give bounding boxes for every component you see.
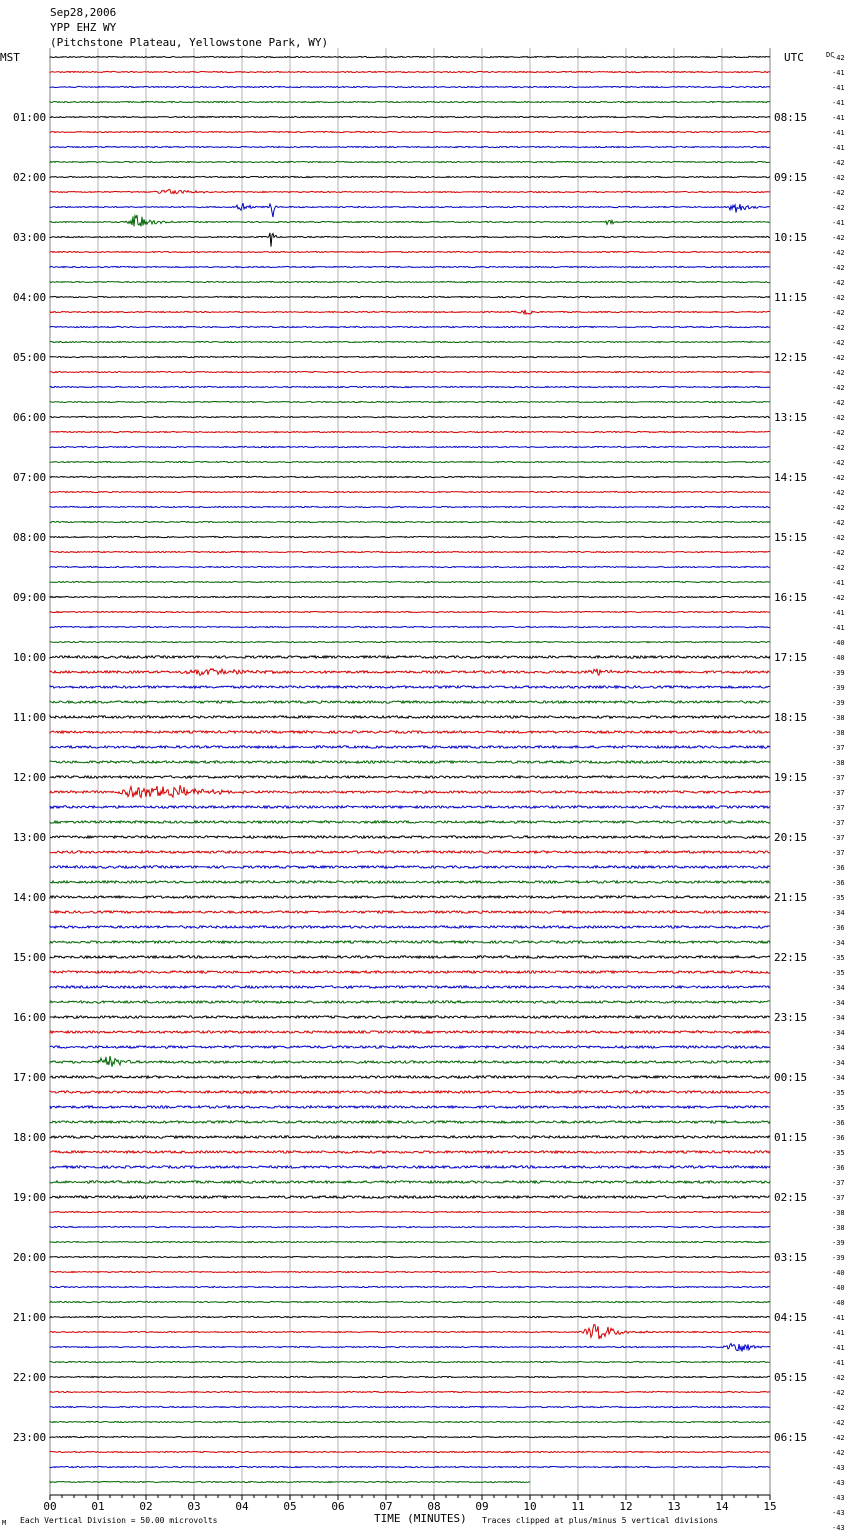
trace-45 bbox=[50, 731, 770, 733]
trace-10 bbox=[50, 203, 770, 217]
dc-offset-value: -38 bbox=[832, 759, 845, 767]
mst-hour-label: 12:00 bbox=[13, 771, 47, 784]
trace-53 bbox=[50, 851, 770, 853]
trace-82 bbox=[50, 1286, 770, 1287]
mst-hour-label: 09:00 bbox=[13, 591, 47, 604]
dc-offset-value: -40 bbox=[832, 1299, 845, 1307]
mst-hour-label: 11:00 bbox=[13, 711, 47, 724]
dc-offset-value: -36 bbox=[832, 864, 845, 872]
trace-9 bbox=[50, 190, 770, 194]
dc-offset-value: -40 bbox=[832, 1269, 845, 1277]
dc-offset-value: -42 bbox=[832, 324, 845, 332]
utc-hour-label: 01:15 bbox=[774, 1131, 808, 1144]
dc-offset-value: -42 bbox=[832, 399, 845, 407]
dc-offset-value: -42 bbox=[832, 54, 845, 62]
trace-41 bbox=[50, 669, 770, 676]
left-timezone-label: MST bbox=[0, 51, 20, 64]
utc-hour-label: 14:15 bbox=[774, 471, 808, 484]
dc-offset-value: -41 bbox=[832, 1344, 845, 1352]
utc-hour-label: 05:15 bbox=[774, 1371, 808, 1384]
dc-offset-value: -42 bbox=[832, 414, 845, 422]
trace-29 bbox=[50, 491, 770, 492]
dc-offset-value: -34 bbox=[832, 984, 845, 992]
trace-33 bbox=[50, 551, 770, 552]
trace-1 bbox=[50, 71, 770, 72]
trace-31 bbox=[50, 521, 770, 522]
dc-offset-value: -43 bbox=[832, 1509, 845, 1517]
dc-offset-value: -42 bbox=[832, 474, 845, 482]
trace-77 bbox=[50, 1211, 770, 1212]
trace-47 bbox=[50, 761, 770, 763]
x-tick-label: 01 bbox=[91, 1500, 105, 1513]
dc-offset-value: -42 bbox=[832, 294, 845, 302]
x-tick-label: 00 bbox=[43, 1500, 57, 1513]
trace-24 bbox=[50, 416, 770, 417]
dc-offset-value: -41 bbox=[832, 1359, 845, 1367]
clip-note: Traces clipped at plus/minus 5 vertical divisions bbox=[482, 1516, 719, 1525]
mst-hour-label: 04:00 bbox=[13, 291, 47, 304]
trace-52 bbox=[50, 836, 770, 838]
dc-offset-value: -37 bbox=[832, 789, 845, 797]
utc-hour-label: 02:15 bbox=[774, 1191, 808, 1204]
dc-offset-value: -41 bbox=[832, 84, 845, 92]
dc-offset-value: -37 bbox=[832, 774, 845, 782]
dc-offset-value: -39 bbox=[832, 1239, 845, 1247]
dc-offset-value: -41 bbox=[832, 624, 845, 632]
dc-offset-value: -39 bbox=[832, 1254, 845, 1262]
x-tick-label: 03 bbox=[187, 1500, 201, 1513]
trace-46 bbox=[50, 746, 770, 748]
dc-offset-value: -35 bbox=[832, 1089, 845, 1097]
x-tick-label: 09 bbox=[475, 1500, 489, 1513]
trace-66 bbox=[50, 1046, 770, 1048]
dc-offset-value: -34 bbox=[832, 1044, 845, 1052]
trace-30 bbox=[50, 506, 770, 507]
trace-92 bbox=[50, 1436, 770, 1437]
trace-85 bbox=[50, 1325, 770, 1340]
dc-offset-value: -42 bbox=[832, 1434, 845, 1442]
dc-offset-value: -42 bbox=[832, 279, 845, 287]
mst-hour-label: 15:00 bbox=[13, 951, 47, 964]
dc-offset-value: -37 bbox=[832, 834, 845, 842]
dc-offset-value: -37 bbox=[832, 819, 845, 827]
trace-88 bbox=[50, 1376, 770, 1377]
mst-hour-label: 21:00 bbox=[13, 1311, 47, 1324]
dc-offset-value: -42 bbox=[832, 1449, 845, 1457]
x-tick-label: 13 bbox=[667, 1500, 681, 1513]
trace-48 bbox=[50, 776, 770, 778]
trace-84 bbox=[50, 1316, 770, 1317]
mst-hour-label: 13:00 bbox=[13, 831, 47, 844]
dc-offset-value: -41 bbox=[832, 1329, 845, 1337]
trace-81 bbox=[50, 1271, 770, 1272]
trace-56 bbox=[50, 896, 770, 898]
dc-offset-value: -42 bbox=[832, 444, 845, 452]
dc-offset-value: -34 bbox=[832, 1074, 845, 1082]
utc-hour-label: 17:15 bbox=[774, 651, 808, 664]
x-axis bbox=[43, 1495, 776, 1513]
trace-35 bbox=[50, 581, 770, 582]
dc-offset-value: -37 bbox=[832, 804, 845, 812]
trace-63 bbox=[50, 1001, 770, 1003]
trace-16 bbox=[50, 296, 770, 297]
minute-gridlines bbox=[50, 48, 770, 1495]
dc-offset-value: -41 bbox=[832, 114, 845, 122]
dc-offset-value: -38 bbox=[832, 1224, 845, 1232]
utc-hour-label: 13:15 bbox=[774, 411, 808, 424]
dc-offset-value: -34 bbox=[832, 1014, 845, 1022]
seismic-traces bbox=[50, 56, 770, 1482]
trace-43 bbox=[50, 701, 770, 703]
dc-offset-value: -42 bbox=[832, 459, 845, 467]
trace-2 bbox=[50, 86, 770, 87]
trace-39 bbox=[50, 641, 770, 642]
trace-40 bbox=[50, 656, 770, 658]
trace-22 bbox=[50, 386, 770, 387]
mst-hour-label: 17:00 bbox=[13, 1071, 47, 1084]
mst-hour-label: 03:00 bbox=[13, 231, 47, 244]
trace-32 bbox=[50, 536, 770, 537]
trace-51 bbox=[50, 821, 770, 823]
dc-offset-value: -37 bbox=[832, 1194, 845, 1202]
dc-offset-value: -35 bbox=[832, 1149, 845, 1157]
dc-offset-value: -42 bbox=[832, 534, 845, 542]
utc-hour-label: 04:15 bbox=[774, 1311, 808, 1324]
dc-offset-value: -42 bbox=[832, 174, 845, 182]
dc-offset-value: -37 bbox=[832, 744, 845, 752]
trace-60 bbox=[50, 956, 770, 958]
trace-70 bbox=[50, 1106, 770, 1108]
corner-mark: M bbox=[2, 1519, 7, 1527]
dc-offset-value: -42 bbox=[832, 264, 845, 272]
dc-offset-value: -42 bbox=[832, 1374, 845, 1382]
dc-offset-value: -41 bbox=[832, 609, 845, 617]
trace-83 bbox=[50, 1301, 770, 1302]
dc-offset-value: -36 bbox=[832, 924, 845, 932]
trace-71 bbox=[50, 1121, 770, 1123]
trace-93 bbox=[50, 1451, 770, 1452]
dc-offset-value: -39 bbox=[832, 669, 845, 677]
dc-offset-value: -42 bbox=[832, 204, 845, 212]
mst-hour-labels bbox=[13, 111, 46, 1444]
utc-hour-label: 00:15 bbox=[774, 1071, 808, 1084]
dc-offset-value: -37 bbox=[832, 849, 845, 857]
dc-offset-value: -42 bbox=[832, 189, 845, 197]
mst-hour-label: 19:00 bbox=[13, 1191, 47, 1204]
mst-hour-label: 22:00 bbox=[13, 1371, 47, 1384]
dc-offset-value: -41 bbox=[832, 1314, 845, 1322]
mst-hour-label: 23:00 bbox=[13, 1431, 47, 1444]
trace-72 bbox=[50, 1136, 770, 1138]
trace-15 bbox=[50, 281, 770, 282]
trace-73 bbox=[50, 1151, 770, 1153]
dc-offset-value: -34 bbox=[832, 939, 845, 947]
trace-3 bbox=[50, 101, 770, 102]
trace-42 bbox=[50, 686, 770, 688]
trace-34 bbox=[50, 566, 770, 567]
x-tick-label: 02 bbox=[139, 1500, 153, 1513]
utc-hour-label: 11:15 bbox=[774, 291, 808, 304]
trace-17 bbox=[50, 310, 770, 314]
dc-offset-value: -43 bbox=[832, 1479, 845, 1487]
dc-offset-value: -42 bbox=[832, 594, 845, 602]
dc-offset-value: -42 bbox=[832, 1389, 845, 1397]
dc-offset-labels bbox=[832, 54, 845, 1534]
trace-19 bbox=[50, 341, 770, 342]
x-tick-label: 10 bbox=[523, 1500, 537, 1513]
x-tick-label: 11 bbox=[571, 1500, 585, 1513]
dc-offset-value: -42 bbox=[832, 1419, 845, 1427]
trace-57 bbox=[50, 911, 770, 913]
trace-87 bbox=[50, 1361, 770, 1362]
dc-offset-value: -36 bbox=[832, 1164, 845, 1172]
dc-offset-value: -34 bbox=[832, 1029, 845, 1037]
trace-54 bbox=[50, 866, 770, 868]
dc-offset-value: -42 bbox=[832, 504, 845, 512]
header-station: YPP EHZ WY bbox=[50, 21, 117, 34]
trace-68 bbox=[50, 1076, 770, 1078]
x-tick-label: 05 bbox=[283, 1500, 297, 1513]
dc-offset-value: -36 bbox=[832, 1119, 845, 1127]
trace-27 bbox=[50, 461, 770, 462]
x-tick-label: 14 bbox=[715, 1500, 729, 1513]
trace-86 bbox=[50, 1344, 770, 1352]
dc-offset-value: -38 bbox=[832, 729, 845, 737]
trace-80 bbox=[50, 1256, 770, 1257]
dc-offset-value: -35 bbox=[832, 894, 845, 902]
dc-offset-value: -42 bbox=[832, 384, 845, 392]
dc-offset-value: -38 bbox=[832, 714, 845, 722]
trace-14 bbox=[50, 266, 770, 267]
dc-offset-value: -42 bbox=[832, 309, 845, 317]
dc-offset-value: -35 bbox=[832, 969, 845, 977]
dc-offset-value: -42 bbox=[832, 1404, 845, 1412]
dc-offset-value: -41 bbox=[832, 144, 845, 152]
x-tick-label: 07 bbox=[379, 1500, 393, 1513]
trace-38 bbox=[50, 626, 770, 627]
dc-offset-value: -34 bbox=[832, 909, 845, 917]
trace-59 bbox=[50, 941, 770, 943]
mst-hour-label: 10:00 bbox=[13, 651, 47, 664]
dc-offset-value: -42 bbox=[832, 369, 845, 377]
utc-hour-labels bbox=[774, 111, 807, 1444]
mst-hour-label: 16:00 bbox=[13, 1011, 47, 1024]
dc-label: DC bbox=[826, 51, 835, 59]
trace-64 bbox=[50, 1016, 770, 1018]
mst-hour-label: 01:00 bbox=[13, 111, 47, 124]
dc-offset-value: -35 bbox=[832, 954, 845, 962]
header-date: Sep28,2006 bbox=[50, 6, 117, 19]
trace-55 bbox=[50, 881, 770, 883]
utc-hour-label: 18:15 bbox=[774, 711, 808, 724]
utc-hour-label: 03:15 bbox=[774, 1251, 808, 1264]
mst-hour-label: 07:00 bbox=[13, 471, 47, 484]
mst-hour-label: 05:00 bbox=[13, 351, 47, 364]
trace-23 bbox=[50, 401, 770, 402]
trace-61 bbox=[50, 971, 770, 973]
dc-offset-value: -42 bbox=[832, 249, 845, 257]
utc-hour-label: 10:15 bbox=[774, 231, 808, 244]
trace-37 bbox=[50, 611, 770, 612]
dc-offset-value: -41 bbox=[832, 579, 845, 587]
trace-12 bbox=[50, 233, 770, 247]
dc-offset-value: -34 bbox=[832, 999, 845, 1007]
trace-8 bbox=[50, 176, 770, 177]
trace-90 bbox=[50, 1406, 770, 1407]
trace-49 bbox=[50, 785, 770, 797]
trace-0 bbox=[50, 56, 770, 57]
x-tick-label: 06 bbox=[331, 1500, 345, 1513]
dc-offset-value: -42 bbox=[832, 339, 845, 347]
dc-offset-value: -38 bbox=[832, 1209, 845, 1217]
trace-65 bbox=[50, 1031, 770, 1033]
trace-36 bbox=[50, 596, 770, 597]
dc-offset-value: -37 bbox=[832, 1179, 845, 1187]
dc-offset-value: -42 bbox=[832, 159, 845, 167]
utc-hour-label: 16:15 bbox=[774, 591, 808, 604]
trace-50 bbox=[50, 806, 770, 808]
mst-hour-label: 20:00 bbox=[13, 1251, 47, 1264]
mst-hour-label: 14:00 bbox=[13, 891, 47, 904]
trace-76 bbox=[50, 1196, 770, 1198]
utc-hour-label: 20:15 bbox=[774, 831, 808, 844]
trace-58 bbox=[50, 926, 770, 928]
trace-62 bbox=[50, 986, 770, 988]
trace-91 bbox=[50, 1421, 770, 1422]
trace-11 bbox=[50, 215, 770, 227]
trace-6 bbox=[50, 146, 770, 147]
dc-offset-value: -39 bbox=[832, 684, 845, 692]
utc-hour-label: 21:15 bbox=[774, 891, 808, 904]
dc-offset-value: -42 bbox=[832, 564, 845, 572]
utc-hour-label: 09:15 bbox=[774, 171, 808, 184]
dc-offset-value: -41 bbox=[832, 219, 845, 227]
dc-offset-value: -40 bbox=[832, 654, 845, 662]
mst-hour-label: 06:00 bbox=[13, 411, 47, 424]
trace-94 bbox=[50, 1466, 770, 1467]
x-tick-label: 04 bbox=[235, 1500, 249, 1513]
trace-44 bbox=[50, 716, 770, 718]
utc-hour-label: 15:15 bbox=[774, 531, 808, 544]
trace-26 bbox=[50, 446, 770, 447]
dc-offset-value: -36 bbox=[832, 1134, 845, 1142]
dc-offset-value: -42 bbox=[832, 549, 845, 557]
trace-79 bbox=[50, 1241, 770, 1242]
trace-4 bbox=[50, 116, 770, 117]
trace-7 bbox=[50, 161, 770, 162]
mst-hour-label: 02:00 bbox=[13, 171, 47, 184]
dc-offset-value: -42 bbox=[832, 234, 845, 242]
dc-offset-value: -41 bbox=[832, 129, 845, 137]
dc-offset-value: -41 bbox=[832, 69, 845, 77]
trace-74 bbox=[50, 1166, 770, 1168]
mst-hour-label: 18:00 bbox=[13, 1131, 47, 1144]
trace-21 bbox=[50, 371, 770, 372]
dc-offset-value: -34 bbox=[832, 1059, 845, 1067]
dc-offset-value: -42 bbox=[832, 354, 845, 362]
dc-offset-value: -39 bbox=[832, 699, 845, 707]
utc-hour-label: 08:15 bbox=[774, 111, 808, 124]
utc-hour-label: 19:15 bbox=[774, 771, 808, 784]
utc-hour-label: 06:15 bbox=[774, 1431, 808, 1444]
trace-89 bbox=[50, 1391, 770, 1392]
x-axis-title: TIME (MINUTES) bbox=[374, 1512, 467, 1525]
trace-78 bbox=[50, 1226, 770, 1227]
dc-offset-value: -40 bbox=[832, 1284, 845, 1292]
dc-offset-value: -43 bbox=[832, 1464, 845, 1472]
utc-hour-label: 23:15 bbox=[774, 1011, 808, 1024]
dc-offset-value: -35 bbox=[832, 1104, 845, 1112]
header-location: (Pitchstone Plateau, Yellowstone Park, WY) bbox=[50, 36, 329, 49]
trace-20 bbox=[50, 356, 770, 357]
dc-offset-value: -36 bbox=[832, 879, 845, 887]
x-tick-label: 15 bbox=[763, 1500, 777, 1513]
dc-offset-value: -42 bbox=[832, 489, 845, 497]
trace-67 bbox=[50, 1056, 770, 1067]
dc-offset-value: -42 bbox=[832, 429, 845, 437]
trace-28 bbox=[50, 476, 770, 477]
x-tick-label: 08 bbox=[427, 1500, 441, 1513]
utc-hour-label: 12:15 bbox=[774, 351, 808, 364]
dc-offset-value: -43 bbox=[832, 1524, 845, 1532]
scale-note: Each Vertical Division = 50.00 microvolts bbox=[20, 1516, 218, 1525]
dc-offset-value: -42 bbox=[832, 519, 845, 527]
trace-13 bbox=[50, 251, 770, 252]
mst-hour-label: 08:00 bbox=[13, 531, 47, 544]
dc-offset-value: -40 bbox=[832, 639, 845, 647]
trace-69 bbox=[50, 1091, 770, 1093]
trace-25 bbox=[50, 431, 770, 432]
trace-5 bbox=[50, 131, 770, 132]
dc-offset-value: -41 bbox=[832, 99, 845, 107]
trace-75 bbox=[50, 1181, 770, 1183]
x-tick-label: 12 bbox=[619, 1500, 633, 1513]
trace-18 bbox=[50, 326, 770, 327]
utc-hour-label: 22:15 bbox=[774, 951, 808, 964]
dc-offset-value: -43 bbox=[832, 1494, 845, 1502]
right-timezone-label: UTC bbox=[784, 51, 804, 64]
